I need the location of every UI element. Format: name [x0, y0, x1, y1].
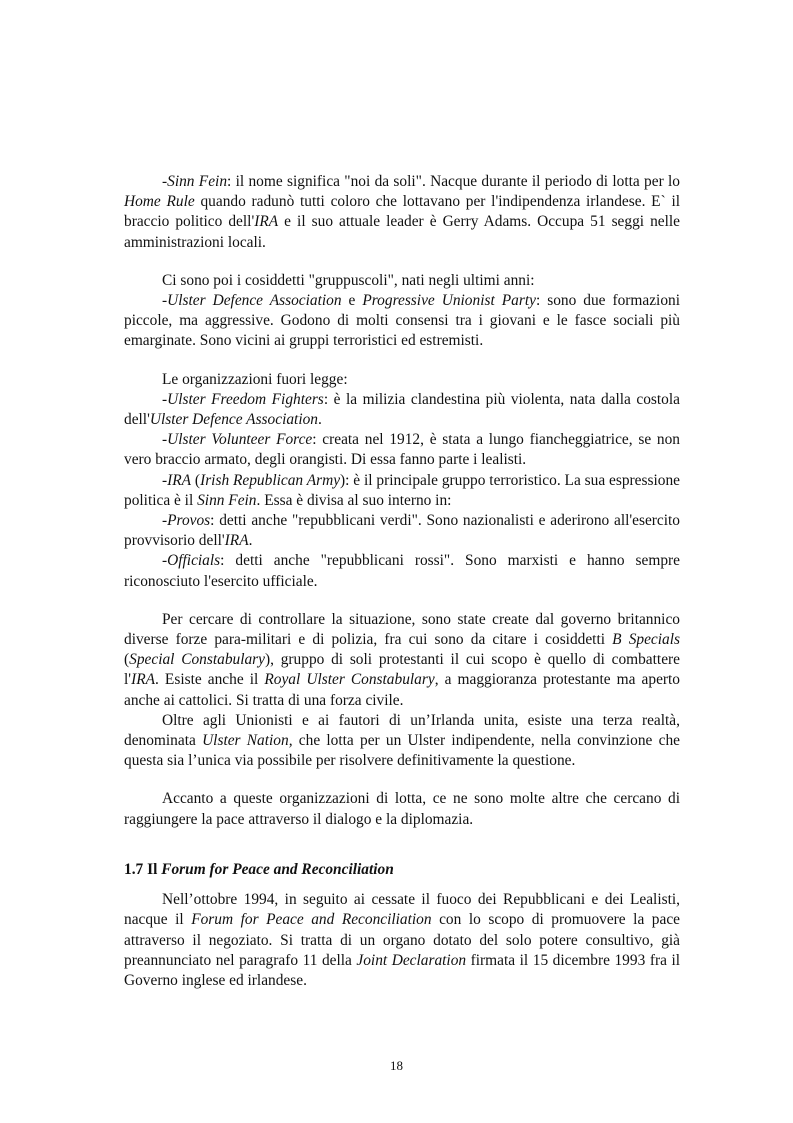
paragraph-uvf [124, 430, 680, 470]
text-span: e il suo attuale leader è Gerry Adams. Occupa 51 seggi nelle amministrazioni locali. [124, 213, 680, 251]
spacer [124, 771, 680, 789]
spacer [124, 352, 680, 370]
text-span: Per cercare di controllare la situazione, sono state create dal governo britannico diverse forze para-militari e di polizia, fra cui sono da citare i cosiddetti [124, 610, 680, 649]
text-span: ), gruppo di soli protestanti il cui scopo è quello di combattere l' [124, 651, 680, 689]
term-ira: IRA [224, 532, 249, 550]
text-span: : detti anche "repubblicani verdi". Sono nazionalisti e aderirono all'esercito provvisorio dell' [124, 512, 680, 550]
paragraph-ira [124, 471, 680, 511]
paragraph-provos [124, 511, 680, 551]
term-officials: -Officials [162, 552, 221, 570]
term-uda: Ulster Defence Association [149, 411, 318, 429]
text-span: quando radunò tutti coloro che lottavano per l'indipendenza irlandese. E` il braccio politico dell' [124, 193, 681, 231]
text-span: . Essa è divisa al suo interno in: [256, 491, 452, 509]
term-uvf: -Ulster Volunteer Force [162, 431, 313, 449]
text-span: : sono due formazioni piccole, ma aggressive. Godono di molti consensi tra i giovani e le fasce sociali più emarginate. Sono vicini ai gruppi terroristici ed estremisti. [124, 292, 681, 350]
page-number: 18 [390, 1058, 403, 1073]
text-span: : detti anche "repubblicani rossi". Sono marxisti e hanno sempre riconosciuto l'esercito ufficiale. [124, 552, 680, 590]
term-uff: -Ulster Freedom Fighters [162, 390, 324, 408]
term-uda: -Ulster Defence Association [162, 292, 342, 310]
text-span: . [317, 411, 322, 429]
text-span: e [341, 292, 363, 310]
paragraph-uff [124, 390, 680, 430]
page-body [124, 172, 680, 991]
term-sinn-fein: Sinn Fein [197, 491, 257, 509]
term-joint-declaration: Joint Declaration [356, 951, 467, 969]
text-span: Nell’ottobre 1994, in seguito ai cessate il fuoco dei Repubblicani e dei Lealisti, nacque il [124, 891, 680, 929]
term-home-rule: Home Rule [124, 193, 195, 211]
text-span: : il nome significa "noi da soli". Nacque durante il periodo di lotta per lo [227, 173, 680, 190]
term-provos: -Provos [162, 512, 211, 530]
term-b-specials: B Specials [612, 631, 680, 649]
spacer [124, 592, 680, 610]
paragraph-sinn-fein [124, 172, 680, 253]
term-ruc: Royal Ulster Constabulary [264, 671, 435, 689]
text-span: , a maggioranza protestante ma aperto anche ai cattolici. Si tratta di una forza civile. [124, 671, 680, 709]
spacer [124, 830, 680, 860]
text-span: ( [191, 471, 201, 489]
paragraph-officials [124, 551, 680, 591]
term-ira: IRA [131, 671, 155, 689]
term-ulster-nation: Ulster Nation, [202, 732, 293, 750]
paragraph-controllo [124, 610, 680, 711]
text-span: ( [124, 651, 130, 669]
text-span: . [248, 532, 253, 550]
term-sinn-fein: -Sinn Fein [162, 173, 228, 190]
term-forum: Forum for Peace and Reconciliation [191, 911, 432, 929]
term-ira: IRA [254, 213, 279, 231]
text-span: : è la milizia clandestina più violenta, nata dalla costola dell' [124, 390, 680, 429]
section-heading [124, 860, 680, 880]
section-number: 1.7 Il [124, 860, 162, 878]
text-span: . Esiste anche il [155, 671, 265, 689]
paragraph-fuori-legge-intro: Le organizzazioni fuori legge: [162, 370, 348, 388]
section-title: Forum for Peace and Reconciliation [161, 860, 394, 878]
text-span: con lo scopo di promuovere la pace attraverso il negoziato. Si tratta di un organo dotato del solo potere consultivo, già preannunciato nel paragrafo 11 della [124, 911, 680, 969]
term-special-constabulary: Special Constabulary [129, 651, 265, 669]
spacer [124, 253, 680, 271]
text-span: firmata il 15 dicembre 1993 fra il Governo inglese ed irlandese. [124, 951, 680, 989]
paragraph-accanto: Accanto a queste organizzazioni di lotta, ce ne sono molte altre che cercano di raggiungere la pace attraverso il dialogo e la diplomazia. [124, 790, 680, 828]
text-span: : creata nel 1912, è stata a lungo fiancheggiatrice, se non vero braccio armato, degli orangisti. Di essa fanno parte i lealisti. [124, 431, 680, 469]
text-span: che lotta per un Ulster indipendente, nella convinzione che questa sia l’unica via possibile per risolvere definitivamente la questione. [124, 732, 680, 770]
term-ira: -IRA [162, 471, 192, 489]
term-irish-republican-army: Irish Republican Army [200, 471, 341, 489]
paragraph-uda [124, 291, 680, 352]
paragraph-gruppuscoli-intro: Ci sono poi i cosiddetti "gruppuscoli", nati negli ultimi anni: [162, 271, 535, 289]
term-pup: Progressive Unionist Party [362, 292, 536, 310]
paragraph-forum [124, 890, 680, 991]
text-span: Oltre agli Unionisti e ai fautori di un’Irlanda unita, esiste una terza realtà, denominata [124, 711, 680, 750]
paragraph-ulster-nation [124, 711, 680, 772]
text-span: ): è il principale gruppo terroristico. La sua espressione politica è il [124, 471, 680, 509]
